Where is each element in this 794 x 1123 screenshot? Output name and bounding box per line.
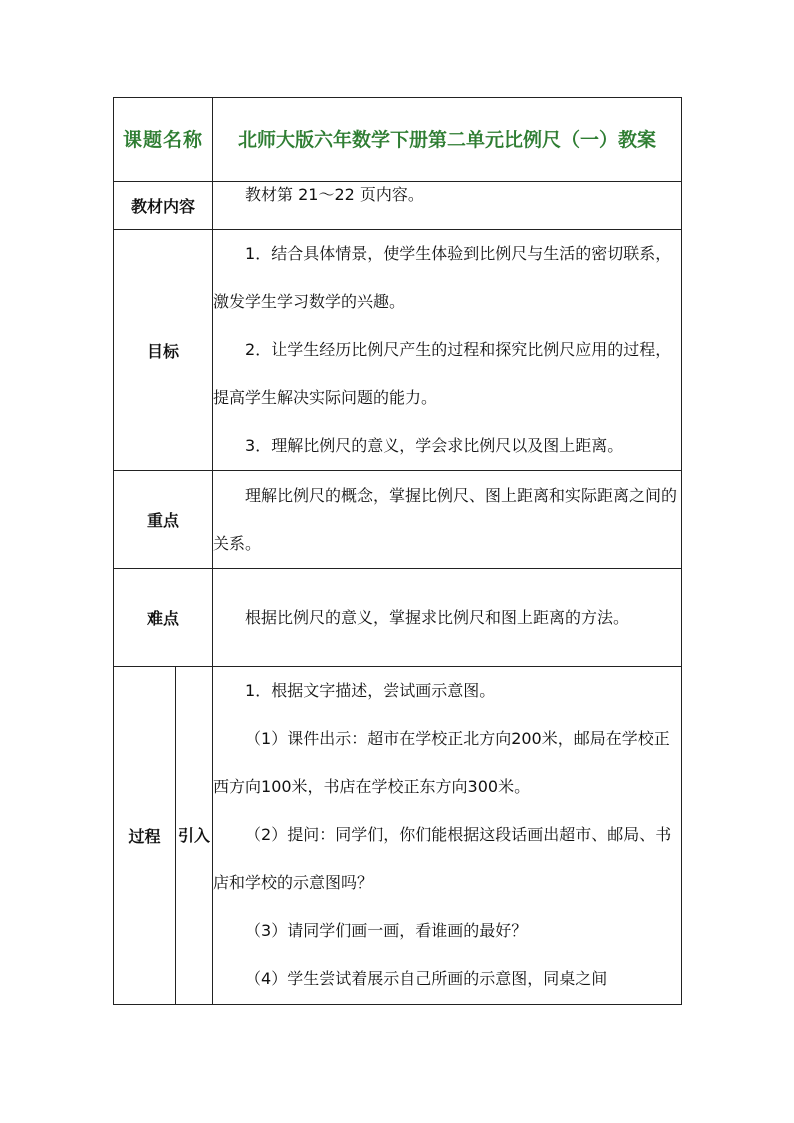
keypoints-row xyxy=(114,471,682,569)
paragraph: （2）提问：同学们，你们能根据这段话画出超市、邮局、书店和学校的示意图吗？ xyxy=(213,825,672,892)
row-label-keypoints: 重点 xyxy=(114,471,213,569)
lesson-plan-table xyxy=(113,97,682,1005)
paragraph: 教材第 21～22 页内容。 xyxy=(245,185,424,204)
process-sub-label: 引入 xyxy=(176,667,213,1005)
title-label: 课题名称 xyxy=(114,98,213,182)
row-label-materials: 教材内容 xyxy=(114,182,213,230)
paragraph: （4）学生尝试着展示自己所画的示意图，同桌之间 xyxy=(245,969,608,988)
difficulty-row xyxy=(114,569,682,667)
row-label-difficulty: 难点 xyxy=(114,569,213,667)
paragraph: 理解比例尺的概念，掌握比例尺、图上距离和实际距离之间的关系。 xyxy=(213,485,678,553)
paragraph: 3．理解比例尺的意义，学会求比例尺以及图上距离。 xyxy=(245,436,624,455)
row-content-difficulty xyxy=(213,569,682,667)
lesson-title: 北师大版六年数学下册第二单元比例尺（一）教案 xyxy=(213,98,682,182)
row-content-process xyxy=(213,667,682,1005)
paragraph: 根据比例尺的意义，掌握求比例尺和图上距离的方法。 xyxy=(245,607,630,627)
row-content-keypoints xyxy=(213,471,682,569)
row-content-objectives xyxy=(213,230,682,471)
materials-row xyxy=(114,182,682,230)
paragraph: 1．结合具体情景，使学生体验到比例尺与生活的密切联系，激发学生学习数学的兴趣。 xyxy=(213,244,672,311)
objectives-row xyxy=(114,230,682,471)
paragraph: （1）课件出示：超市在学校正北方向200米，邮局在学校正西方向100米，书店在学校正东方向300米。 xyxy=(213,729,670,796)
row-content-materials xyxy=(213,182,682,230)
paragraph: 2．让学生经历比例尺产生的过程和探究比例尺应用的过程，提高学生解决实际问题的能力。 xyxy=(213,340,672,407)
row-label-process: 过程 xyxy=(114,667,176,1005)
paragraph: 1．根据文字描述，尝试画示意图。 xyxy=(245,681,496,700)
row-label-objectives: 目标 xyxy=(114,230,213,471)
title-row xyxy=(114,98,682,182)
paragraph: （3）请同学们画一画，看谁画的最好？ xyxy=(245,921,528,940)
process-row xyxy=(114,667,682,1005)
